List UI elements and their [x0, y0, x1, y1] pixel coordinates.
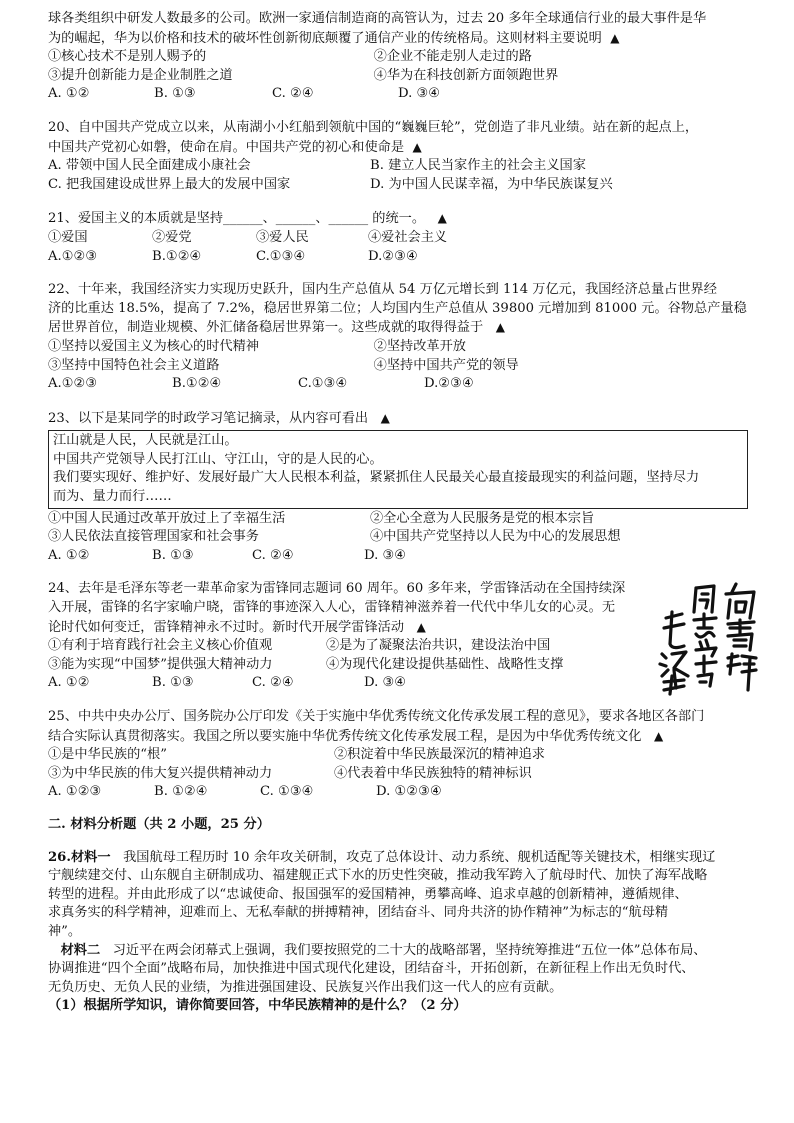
q26-material2-label: 材料二 — [60, 942, 101, 958]
q23-option-4: ④中国共产党坚持以人民为中心的发展思想 — [370, 529, 621, 545]
q19-choice-d: D. ③④ — [398, 86, 441, 102]
answer-marker: ▲ — [654, 728, 664, 743]
q26-material1-line1: 26.材料一 我国航母工程历时 10 余年攻关研制，攻克了总体设计、动力系统、舰机适配等关键技术，相继实现辽 — [48, 849, 716, 865]
calligraphy-inscription-image — [650, 578, 762, 696]
q25-choice-d: D. ①②③④ — [376, 784, 442, 800]
q19-stem-line1: 球各类组织中研发人数最多的公司。欧洲一家通信制造商的高管认为，过去 20 多年全球通信行业的最大事件是华 — [48, 11, 707, 26]
question-22 — [48, 281, 756, 394]
q20-choices-row2 — [48, 176, 756, 195]
q23-quote-line4: 而为、量力而行…… — [53, 489, 172, 505]
q23-option-1: ①中国人民通过改革开放过上了幸福生活 — [48, 510, 286, 526]
question-25 — [48, 708, 756, 802]
q22-options-row1 — [48, 338, 756, 357]
q22-stem-line3: 居世界首位，制造业规模、外汇储备稳居世界第一。这些成就的取得得益于 ▲ — [48, 320, 505, 336]
q22-option-1: ①坚持以爱国主义为核心的时代精神 — [48, 338, 259, 354]
answer-marker: ▲ — [412, 139, 422, 154]
exam-page — [48, 10, 756, 1016]
q19-stem-line2: 为的崛起，华为以价格和技术的破坏性创新彻底颠覆了通信产业的传统格局。这则材料主要说明 ▲ — [48, 30, 620, 46]
q25-options-row2 — [48, 765, 756, 784]
q23-choices — [48, 547, 756, 566]
q24-choice-a: A. ①② — [48, 675, 90, 691]
q21-option-4: ④爱社会主义 — [368, 229, 448, 245]
q24-choice-b: B. ①③ — [152, 675, 194, 691]
question-19 — [48, 10, 756, 104]
q25-choice-a: A. ①②③ — [48, 784, 102, 800]
q22-choice-a: A.①②③ — [48, 376, 98, 392]
q22-option-3: ③坚持中国特色社会主义道路 — [48, 357, 220, 373]
q24-option-4: ④为现代化建设提供基础性、战略性支撑 — [326, 656, 564, 672]
q19-option-3: ③提升创新能力是企业制胜之道 — [48, 67, 233, 83]
q23-choice-a: A. ①② — [48, 547, 90, 563]
q21-stem: 21、爱国主义的本质就是坚持______、______、______ 的统一。 ▲ — [48, 211, 447, 227]
question-24 — [48, 580, 756, 693]
q25-choices — [48, 783, 756, 802]
q19-option-2: ②企业不能走别人走过的路 — [373, 49, 532, 65]
q22-choice-c: C.①③④ — [298, 376, 348, 392]
q22-choice-b: B.①②④ — [172, 376, 222, 392]
q26-material1-line4: 求真务实的科学精神，迎难而上、无私奉献的拼搏精神，团结奋斗、同舟共济的协作精神”为标志的“航母精 — [48, 905, 669, 921]
q23-quote-line3: 我们要实现好、维护好、发展好最广大人民根本利益，紧紧抓住人民最关心最直接最现实的利益问题，坚持尽力 — [53, 470, 700, 486]
q21-choice-d: D.②③④ — [368, 248, 418, 264]
q25-choice-c: C. ①③④ — [260, 784, 314, 800]
q19-choice-b: B. ①③ — [154, 86, 196, 102]
q24-stem-line1: 24、去年是毛泽东等老一辈革命家为雷锋同志题词 60 周年。60 多年来，学雷锋活动在全国持续深 — [48, 581, 626, 597]
question-20 — [48, 119, 756, 194]
q22-stem-line2: 济的比重达 18.5%，提高了 7.2%，稳居世界第二位；人均国内生产总值从 39800 元增加到 81000 元。谷物总产量稳 — [48, 300, 747, 316]
q21-option-2: ②爱党 — [152, 229, 192, 245]
q19-choice-c: C. ②④ — [272, 86, 314, 102]
q23-option-3: ③人民依法直接管理国家和社会事务 — [48, 529, 259, 545]
q25-choice-b: B. ①②④ — [154, 784, 208, 800]
q21-choice-a: A.①②③ — [48, 248, 98, 264]
q24-choice-c: C. ②④ — [252, 675, 294, 691]
q24-stem-line3: 论时代如何变迁，雷锋精神永不过时。新时代开展学雷锋活动 ▲ — [48, 619, 426, 635]
q26-subquestion-1: （1）根据所学知识，请你简要回答，中华民族精神的是什么？（2 分） — [48, 998, 467, 1014]
q26-material2-line3: 无负历史、无负人民的业绩，为推进强国建设、民族复兴作出我们这一代人的应有贡献。 — [48, 979, 563, 995]
q24-stem-line2: 入开展，雷锋的名字家喻户晓，雷锋的事迹深入人心，雷锋精神滋养着一代代中华儿女的心灵。无 — [48, 600, 616, 616]
q23-choice-d: D. ③④ — [364, 547, 407, 563]
question-26 — [48, 849, 756, 1016]
q19-options-row1 — [48, 48, 756, 67]
q26-material2-line1: 材料二 习近平在两会闭幕式上强调，我们要按照党的二十大的战略部署，坚持统筹推进“五位一体”总体布局、 — [60, 942, 707, 958]
q20-choice-d: D. 为中国人民谋幸福，为中华民族谋复兴 — [370, 176, 613, 192]
question-21 — [48, 209, 756, 266]
q22-options-row2 — [48, 357, 756, 376]
q24-option-3: ③能为实现“中国梦”提供强大精神动力 — [48, 656, 273, 672]
q26-material1-line5: 神”。 — [48, 923, 82, 939]
q24-choice-d: D. ③④ — [364, 675, 407, 691]
q23-quote-line2: 中国共产党领导人民打江山、守江山，守的是人民的心。 — [53, 451, 383, 467]
q26-material1-line3: 转型的进程。并由此形成了以“忠诚使命、报国强军的爱国精神，勇攀高峰、追求卓越的创新精神，遵循规律、 — [48, 886, 688, 902]
q19-choice-a: A. ①② — [48, 86, 90, 102]
q25-option-3: ③为中华民族的伟大复兴提供精神动力 — [48, 765, 273, 781]
answer-marker: ▲ — [437, 211, 447, 226]
q20-choice-b: B. 建立人民当家作主的社会主义国家 — [370, 158, 586, 174]
q23-choice-c: C. ②④ — [252, 547, 294, 563]
q24-option-2: ②是为了凝聚法治共识，建设法治中国 — [326, 638, 551, 654]
q25-option-4: ④代表着中华民族独特的精神标识 — [334, 765, 532, 781]
q25-option-2: ②积淀着中华民族最深沉的精神追求 — [334, 747, 545, 763]
q25-options-row1 — [48, 746, 756, 765]
q26-material2-line2: 协调推进“四个全面”战略布局，加快推进中国式现代化建设，团结奋斗，开拓创新，在新征程上作出无负时代、 — [48, 961, 695, 977]
q22-choices — [48, 375, 756, 394]
q25-option-1: ①是中华民族的“根” — [48, 747, 167, 763]
q22-stem-line1: 22、十年来，我国经济实力实现历史跃升，国内生产总值从 54 万亿元增长到 114 万亿元，我国经济总量占世界经 — [48, 282, 717, 298]
q23-option-2: ②全心全意为人民服务是党的根本宗旨 — [370, 510, 595, 526]
q20-choices-row1 — [48, 157, 756, 176]
q19-options-row2 — [48, 67, 756, 86]
q21-choices — [48, 248, 756, 267]
q21-option-1: ①爱国 — [48, 229, 88, 245]
q23-options-row2 — [48, 528, 756, 547]
section-2-title: 二. 材料分析题（共 2 小题，25 分） — [48, 816, 270, 832]
q25-stem-line1: 25、中共中央办公厅、国务院办公厅印发《关于实施中华优秀传统文化传承发展工程的意见》，要求各地区各部门 — [48, 709, 705, 724]
q23-quote-box — [48, 430, 748, 508]
q20-stem-line1: 20、自中国共产党成立以来，从南湖小小红船到领航中国的“巍巍巨轮”，党创造了非凡业绩。站在新的起点上， — [48, 119, 699, 135]
answer-marker: ▲ — [380, 410, 390, 425]
q23-stem: 23、以下是某同学的时政学习笔记摘录，从内容可看出 ▲ — [48, 410, 390, 426]
q25-stem-line2: 结合实际认真贯彻落实。我国之所以要实施中华优秀传统文化传承发展工程，是因为中华优秀传统文化 ▲ — [48, 728, 664, 744]
answer-marker: ▲ — [610, 30, 620, 45]
q21-choice-b: B.①②④ — [152, 248, 202, 264]
q20-choice-a: A. 带领中国人民全面建成小康社会 — [48, 158, 251, 174]
answer-marker: ▲ — [416, 619, 426, 634]
q23-choice-b: B. ①③ — [152, 547, 194, 563]
q19-option-1: ①核心技术不是别人赐予的 — [48, 49, 207, 65]
q20-choice-c: C. 把我国建设成世界上最大的发展中国家 — [48, 176, 291, 192]
q23-quote-line1: 江山就是人民，人民就是江山。 — [53, 433, 238, 449]
q22-option-2: ②坚持改革开放 — [373, 338, 466, 354]
q19-option-4: ④华为在科技创新方面领跑世界 — [373, 67, 559, 83]
answer-marker: ▲ — [495, 320, 505, 335]
q23-options-row1 — [48, 510, 756, 529]
q21-option-3: ③爱人民 — [256, 229, 309, 245]
q22-option-4: ④坚持中国共产党的领导 — [373, 357, 519, 373]
q20-stem-line2: 中国共产党初心如磐，使命在肩。中国共产党的初心和使命是 ▲ — [48, 139, 422, 155]
q26-material1-label: 26.材料一 — [48, 849, 111, 865]
question-23 — [48, 409, 756, 566]
q21-options — [48, 229, 756, 248]
q21-choice-c: C.①③④ — [256, 248, 306, 264]
q22-choice-d: D.②③④ — [424, 376, 474, 392]
q24-option-1: ①有利于培育践行社会主义核心价值观 — [48, 638, 273, 654]
q26-material1-line2: 宁舰续建交付、山东舰自主研制成功、福建舰正式下水的历史性突破，推动我军跨入了航母时代、加快了海军战略 — [48, 868, 708, 884]
q19-choices — [48, 85, 756, 104]
